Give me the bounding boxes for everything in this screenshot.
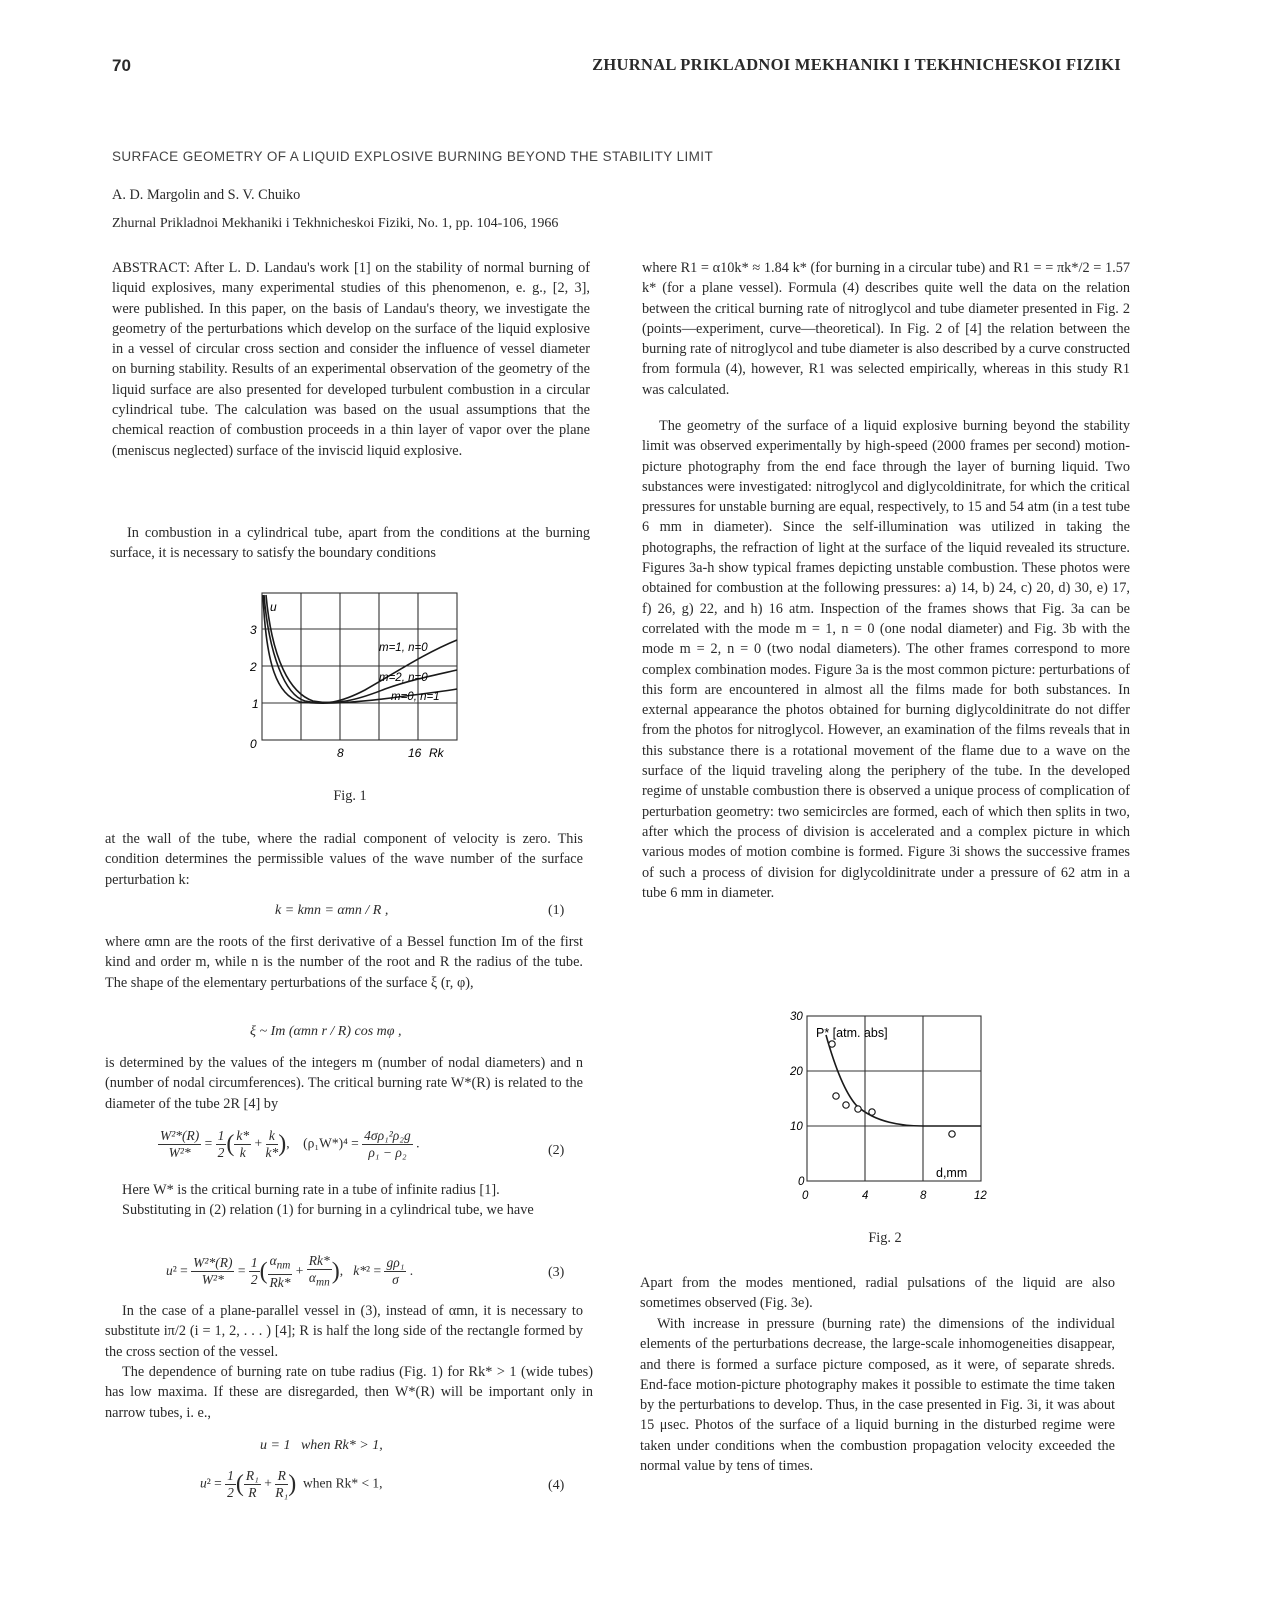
fig1-curve-label-m0n1: m=0, n=1 [391, 691, 440, 703]
journal-running-head: ZHURNAL PRIKLADNOI MEKHANIKI I TEKHNICHESKOI FIZIKI [592, 55, 1121, 74]
fig2-point [949, 1131, 955, 1137]
right-para-1: where R1 = α10k* ≈ 1.84 k* (for burning in a circular tube) and R1 = = πk*/2 = 1.57 k* (for a plane vessel). Formula (4) describes quite well the data on the relation between the critical burning rate of nitroglycol and tube diameter presented in Fig. 2 (points—experiment, curve—theoretical). In Fig. 2 of [4] the relation between the burning rate of nitroglycol and tube diameter is also described by a curve constructed from formula (4), however, R1 was selected empirically, whereas in this study R1 was calculated. [642, 260, 1130, 398]
left-para-3: where αmn are the roots of the first derivative of a Bessel function Im of the first kind and order m, while n is the number of the root and R the radius of the tube. The shape of the elementary perturbations of the surface ξ (r, φ), [105, 934, 583, 991]
left-para-1: In combustion in a cylindrical tube, apart from the conditions at the burning surface, it is necessary to satisfy the boundary conditions [110, 525, 590, 562]
right-para-2: The geometry of the surface of a liquid explosive burning beyond the stability limit was observed experimentally by high-speed (2000 frames per second) motion-picture photography from the end face through the layer of burning liquid. Two substances were investigated: nitroglycol and diglycoldinitrate, for which the critical pressures for unstable burning are equal, respectively, to 15 and 54 atm (in a test tube 6 mm in diameter). Since the self-illumination was utilized in taking the photographs, the refraction of light at the surface of the liquid revealed its structure. Figures 3a-h show typical frames depicting unstable combustion. These photos were obtained for combustion at the following pressures: a) 14, b) 24, c) 20, d) 30, e) 17, f) 26, g) 22, and h) 16 atm. Inspection of the frames shows that Fig. 3a can be correlated with the mode m = 1, n = 0 (one nodal diameter) and Fig. 3b with the mode m = 2, n = 0 (two nodal diameters). The other frames correspond to more complex combination modes. Figure 3a is the most common picture: perturbations of this form are encountered in almost all the films made for both substances. In external appearance the photos obtained for burning diglycoldinitrate do not differ from the photos for nitroglycol. However, an examination of the films reveals that in this substance there is a rotational movement of the flame due to a wave on the surface of the liquid traveling along the periphery of the tube. In the developed regime of unstable combustion there is observed a unique process of complication of perturbation geometry: two semicircles are formed, each of which then splits in two, after which the process of division is accelerated and a complex picture in which various modes of motion combine is formed. Figure 3i shows the successive frames of such a process of division for diglycoldinitrate under a pressure of 62 atm in a tube 6 mm in diameter. [642, 418, 1130, 901]
fig1-curve-label-m2n0: m=2, n=0 [379, 672, 428, 684]
left-para-6: Substituting in (2) relation (1) for burning in a cylindrical tube, we have [122, 1202, 534, 1218]
page-number: 70 [112, 56, 131, 75]
fig2-point [829, 1041, 835, 1047]
left-para-8: The dependence of burning rate on tube radius (Fig. 1) for Rk* > 1 (wide tubes) has low maxima. If these are disregarded, then W*(R) will be important only in narrow tubes, i. e., [105, 1364, 593, 1421]
fig2-y-label: P* [atm. abs] [816, 1026, 888, 1040]
equation-3: u² = $\frac{\text{W²*(R)}}{\text{W²*}}$ = $\frac{1}{2}$ ( $\frac{\alpha_{nm}}{Rk*}$ + $\frac{Rk*}{\alpha_{mn}}$ ), k*² = $\frac{\text{gρ₁}}{\sigma}$ . [166, 1253, 414, 1290]
right-para-4: With increase in pressure (burning rate) the dimensions of the individual elements of the perturbations decrease, the large-scale inhomogeneities disappear, and there is formed a surface picture composed, as it were, of separate shreds. End-face motion-picture photography makes it possible to estimate the time taken by the perturbations to develop. Thus, in the case presented in Fig. 3i, it was about 15 μsec. Photos of the surface of a liquid burning in the disturbed regime were taken under conditions when the combustion propagation velocity exceeded the normal value by tens of times. [640, 1316, 1115, 1475]
figure-1-chart [245, 585, 470, 765]
fig1-x-tick-8: 8 [337, 746, 344, 760]
fig2-x-tick-0: 0 [802, 1190, 809, 1202]
left-para-5: Here W* is the critical burning rate in a tube of infinite radius [1]. [122, 1182, 500, 1198]
fig2-x-tick-4: 4 [862, 1190, 869, 1202]
equation-3-number: (3) [548, 1265, 565, 1280]
fig2-theory-curve [826, 1035, 981, 1126]
left-para-7: In the case of a plane-parallel vessel in (3), instead of αmn, it is necessary to substitute iπ/2 (i = 1, 2, . . . ) [4]; R is half the long side of the rectangle formed by the cross section of the vessel. [105, 1303, 583, 1360]
figure-2-chart [788, 1005, 993, 1210]
fig2-x-tick-12: 12 [974, 1190, 987, 1202]
fig2-x-label: d,mm [936, 1166, 968, 1180]
article-authors: A. D. Margolin and S. V. Chuiko [112, 187, 301, 203]
equation-2: $\frac{\text{W²*(R)}}{\text{W²*}}$ = $\frac{1}{2}$ ( $\frac{k*}{k}$ + $\frac{k}{k*}$ ), (ρ₁W*)⁴ = $\frac{\text{4σρ₁²ρ₂g}}{\text{ρ₁ − ρ₂}}$ . [160, 1128, 420, 1160]
article-title: SURFACE GEOMETRY OF A LIQUID EXPLOSIVE BURNING BEYOND THE STABILITY LIMIT [112, 149, 714, 164]
fig1-x-label: Rk [429, 746, 444, 760]
article-citation: Zhurnal Prikladnoi Mekhaniki i Tekhnicheskoi Fiziki, No. 1, pp. 104-106, 1966 [112, 216, 559, 231]
equation-4a: u = 1 when Rk* > 1, [260, 1438, 383, 1453]
fig2-y-tick-10: 10 [790, 1121, 803, 1133]
equation-4b: u² = $\frac{1}{2}$ ( $\frac{\text{R₁}}{R}$ + $\frac{R}{\text{R₁}}$ ) when Rk* < 1, [200, 1468, 383, 1500]
fig1-curve-m2n0 [266, 595, 457, 703]
fig2-x-tick-8: 8 [920, 1190, 927, 1202]
fig1-x-tick-16: 16 [408, 746, 422, 760]
fig2-y-tick-30: 30 [790, 1011, 803, 1023]
fig1-y-tick-3: 3 [250, 623, 257, 637]
equation-4b-condition: when Rk* < 1, [302, 1475, 383, 1491]
figure-1-caption: Fig. 1 [333, 788, 367, 804]
fig2-point [833, 1093, 839, 1099]
fig2-point [869, 1109, 875, 1115]
equation-1-number: (1) [548, 903, 565, 918]
fig1-y-label: u [270, 600, 277, 614]
right-para-3: Apart from the modes mentioned, radial pulsations of the liquid are also sometimes observed (Fig. 3e). [640, 1275, 1115, 1312]
equation-1: k = kmn = αmn / R , [275, 903, 389, 918]
fig1-y-tick-1: 1 [252, 697, 259, 711]
fig2-point [843, 1102, 849, 1108]
equation-shape: ξ ~ Im (αmn r / R) cos mφ , [250, 1024, 402, 1039]
fig1-y-tick-2: 2 [250, 660, 257, 674]
left-para-2: at the wall of the tube, where the radial component of velocity is zero. This condition determines the permissible values of the wave number of the surface perturbation k: [105, 831, 583, 888]
figure-2-caption: Fig. 2 [868, 1230, 902, 1246]
fig1-curve-label-m1n0: m=1, n=0 [379, 642, 428, 654]
left-para-4: is determined by the values of the integers m (number of nodal diameters) and n (number of nodal circumferences). The critical burning rate W*(R) is related to the diameter of the tube 2R [4] by [105, 1055, 583, 1112]
fig2-y-tick-0: 0 [798, 1176, 805, 1188]
fig2-y-tick-20: 20 [790, 1066, 803, 1078]
equation-2-number: (2) [548, 1143, 565, 1158]
fig1-x-tick-0: 0 [250, 737, 257, 751]
abstract: ABSTRACT: After L. D. Landau's work [1] on the stability of normal burning of liquid explosives, many experimental studies of this phenomenon, e. g., [2, 3], were published. In this paper, on the basis of Landau's theory, we investigate the geometry of the perturbations which develop on the surface of the liquid explosive in a vessel of circular cross section and consider the influence of vessel diameter on burning stability. Results of an experimental observation of the geometry of the liquid surface are also presented for developed turbulent combustion in a circular cylindrical tube. The calculation was based on the usual assumptions that the chemical reaction of combustion proceeds in a thin layer of vapor over the plane (meniscus neglected) surface of the inviscid liquid explosive. [112, 260, 590, 459]
equation-4-number: (4) [548, 1478, 565, 1493]
fig1-curve-m0n1 [263, 595, 457, 703]
fig2-point [855, 1106, 861, 1112]
